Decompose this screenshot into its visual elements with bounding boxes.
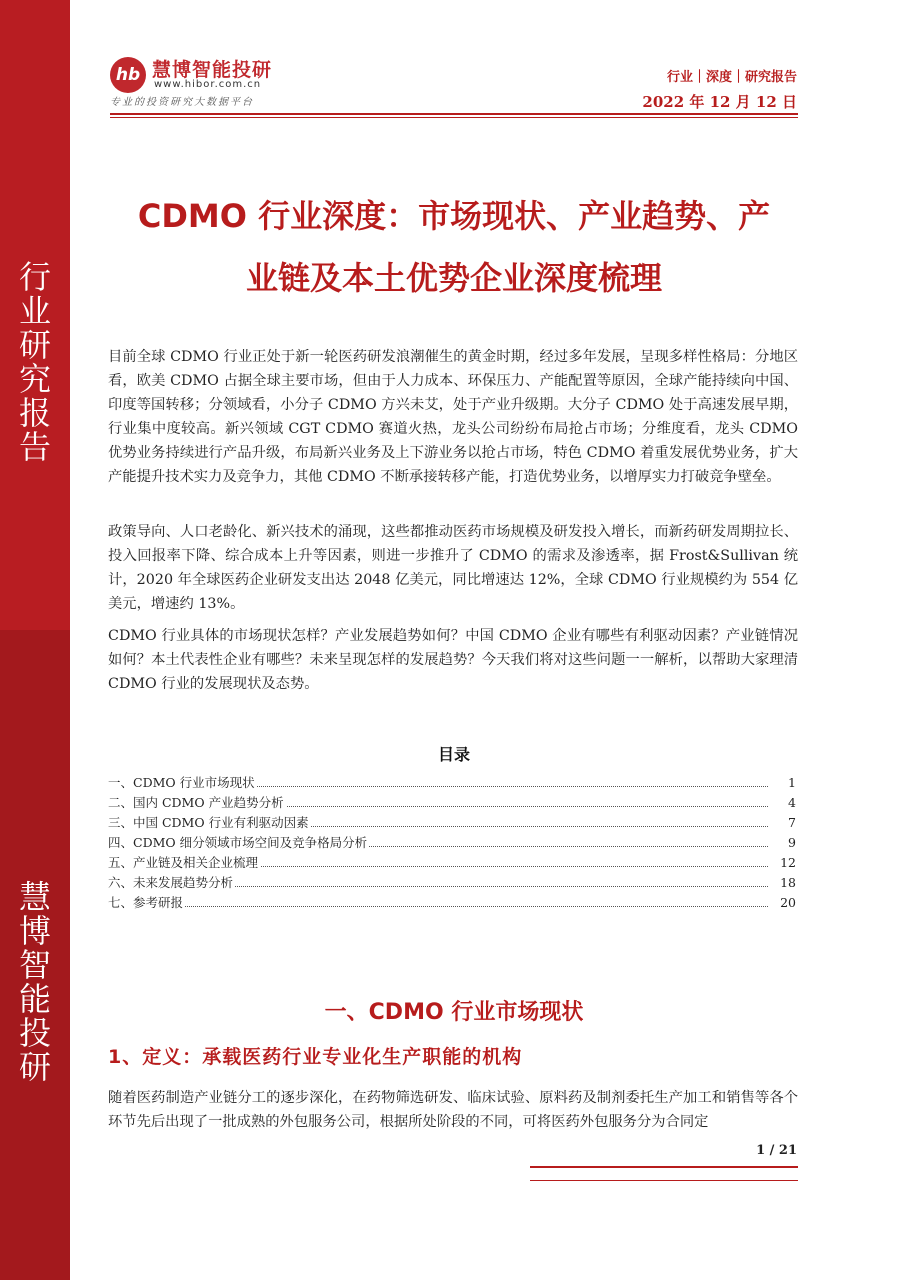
logo-slogan: 专业的投资研究大数据平台 [110, 97, 254, 108]
intro-paragraph-2: 政策导向、人口老龄化、新兴技术的涌现，这些都推动医药市场规模及研发投入增长，而新药研发周期拉长、投入回报率下降、综合成本上升等因素，则进一步推升了 CDMO 的需求及渗透率，据 Frost&Sullivan 统计，2020 年全球医药企业研发支出达 2048 亿美元，同比增速达 12%，全球 CDMO 行业规模约为 554 亿美元，增速约 13%。 [108, 524, 798, 612]
toc-item-page: 20 [776, 893, 796, 913]
report-type: 行业｜深度｜研究报告 [666, 70, 797, 85]
toc-item-label: 五、产业链及相关企业梳理 [108, 855, 259, 870]
intro-paragraph-1: 目前全球 CDMO 行业正处于新一轮医药研发浪潮催生的黄金时期，经过多年发展，呈现多样性格局：分地区看，欧美 CDMO 占据全球主要市场，但由于人力成本、环保压力、产能配置等原因，全球产能持续向中国、印度等国转移；分领域看，小分子 CDMO 方兴未艾，处于产业升级期。大分子 CDMO 处于高速发展早期，行业集中度较高。新兴领域 CGT CDMO 赛道火热，龙头公司纷纷布局抢占市场；分维度看，龙头 CDMO 优势业务持续进行产品升级，布局新兴业务及上下游业务以抢占市场，特色 CDMO 着重发展优势业务，扩大产能提升技术实力及竞争力，其他 CDMO 不断承接转移产能，打造优势业务，以增厚实力打破竞争壁垒。 [108, 349, 798, 485]
toc-leader [108, 906, 768, 907]
intro-paragraph-3: CDMO 行业具体的市场现状怎样？产业发展趋势如何？中国 CDMO 企业有哪些有利驱动因素？产业链情况如何？本土代表性企业有哪些？未来呈现怎样的发展趋势？今天我们将对这些问题一一解析，以帮助大家理清 CDMO 行业的发展现状及态势。 [108, 628, 798, 692]
title-line-2: 业链及本土优势企业深度梳理 [245, 259, 662, 297]
toc-item-label: 三、中国 CDMO 行业有利驱动因素 [108, 815, 309, 830]
toc-item[interactable] [108, 853, 798, 873]
toc-heading: 目录 [437, 745, 470, 764]
sidebar-label-brand: 慧 博 智 能 投 研 [18, 878, 51, 1086]
title-line-1: CDMO 行业深度：市场现状、产业趋势、产 [137, 197, 771, 235]
toc-item[interactable] [108, 813, 798, 833]
report-date: 2022 年 12 月 12 日 [642, 93, 797, 111]
subsection-heading: 1、定义：承载医药行业专业化生产职能的机构 [108, 1046, 523, 1068]
toc-item-page: 1 [784, 773, 796, 793]
footer-divider [530, 1166, 798, 1168]
toc-item-page: 9 [784, 833, 796, 853]
logo-mark-icon: hb [110, 57, 146, 93]
toc-item-label: 六、未来发展趋势分析 [108, 875, 234, 890]
sidebar-label-industry-report: 行 业 研 究 报 告 [18, 258, 51, 466]
header-divider [110, 113, 798, 115]
toc-item-page: 7 [784, 813, 796, 833]
report-title [110, 185, 798, 309]
table-of-contents [108, 773, 798, 913]
logo-name: 慧博智能投研 [152, 59, 273, 81]
toc-item[interactable] [108, 833, 798, 853]
toc-item-label: 二、国内 CDMO 产业趋势分析 [108, 795, 284, 810]
toc-item-page: 4 [784, 793, 796, 813]
brand-logo[interactable] [110, 55, 290, 107]
toc-item[interactable] [108, 893, 798, 913]
toc-item-page: 18 [776, 873, 796, 893]
header-meta [642, 66, 797, 112]
toc-item[interactable] [108, 793, 798, 813]
section-paragraph: 随着医药制造产业链分工的逐步深化，在药物筛选研发、临床试验、原料药及制剂委托生产加工和销售等各个环节先后出现了一批成熟的外包服务公司，根据所处阶段的不同，可将医药外包服务分为合同定 [108, 1090, 798, 1130]
sidebar-band [0, 0, 70, 1280]
page-number: 1 / 21 [756, 1143, 797, 1158]
toc-item-label: 四、CDMO 细分领域市场空间及竞争格局分析 [108, 835, 368, 850]
section-heading: 一、CDMO 行业市场现状 [324, 1000, 584, 1025]
toc-item-label: 七、参考研报 [108, 895, 184, 910]
toc-item-label: 一、CDMO 行业市场现状 [108, 775, 255, 790]
footer-divider-thin [530, 1180, 798, 1181]
toc-item[interactable] [108, 773, 798, 793]
toc-item-page: 12 [776, 853, 796, 873]
header-divider-thin [110, 117, 798, 118]
toc-item[interactable] [108, 873, 798, 893]
logo-url: www.hibor.com.cn [154, 79, 262, 90]
